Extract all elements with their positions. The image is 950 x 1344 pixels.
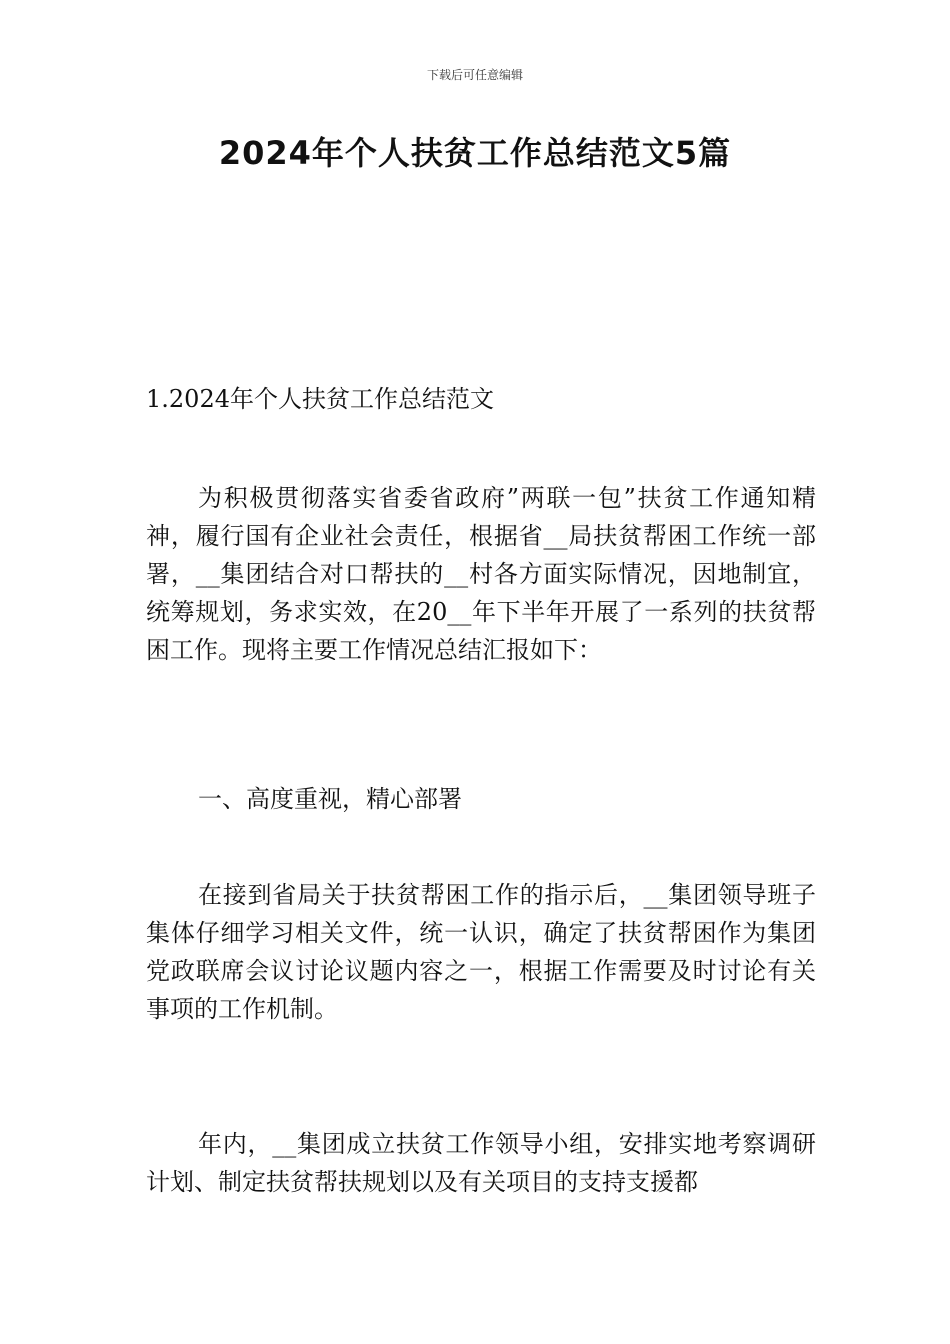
paragraph-intro: 为积极贯彻落实省委省政府”两联一包”扶贫工作通知精神，履行国有企业社会责任，根据省__局扶贫帮困工作统一部署，__集团结合对口帮扶的__村各方面实际情况，因地制宜，统筹规划，务求实效，在20__年下半年开展了一系列的扶贫帮困工作。现将主要工作情况总结汇报如下： bbox=[146, 484, 816, 664]
header-note: 下载后可任意编辑 bbox=[426, 68, 523, 82]
paragraph-deployment: 在接到省局关于扶贫帮困工作的指示后，__集团领导班子集体仔细学习相关文件，统一认识，确定了扶贫帮困作为集团党政联席会议讨论议题内容之一，根据工作需要及时讨论有关事项的工作机制。 bbox=[146, 881, 816, 1023]
paragraph-leading-group: 年内，__集团成立扶贫工作领导小组，安排实地考察调研计划、制定扶贫帮扶规划以及有关项目的支持支援都 bbox=[146, 1130, 816, 1196]
document-title: 2024年个人扶贫工作总结范文5篇 bbox=[218, 134, 732, 172]
section-heading: 1.2024年个人扶贫工作总结范文 bbox=[146, 385, 494, 413]
sub-heading: 一、高度重视，精心部署 bbox=[198, 785, 462, 813]
